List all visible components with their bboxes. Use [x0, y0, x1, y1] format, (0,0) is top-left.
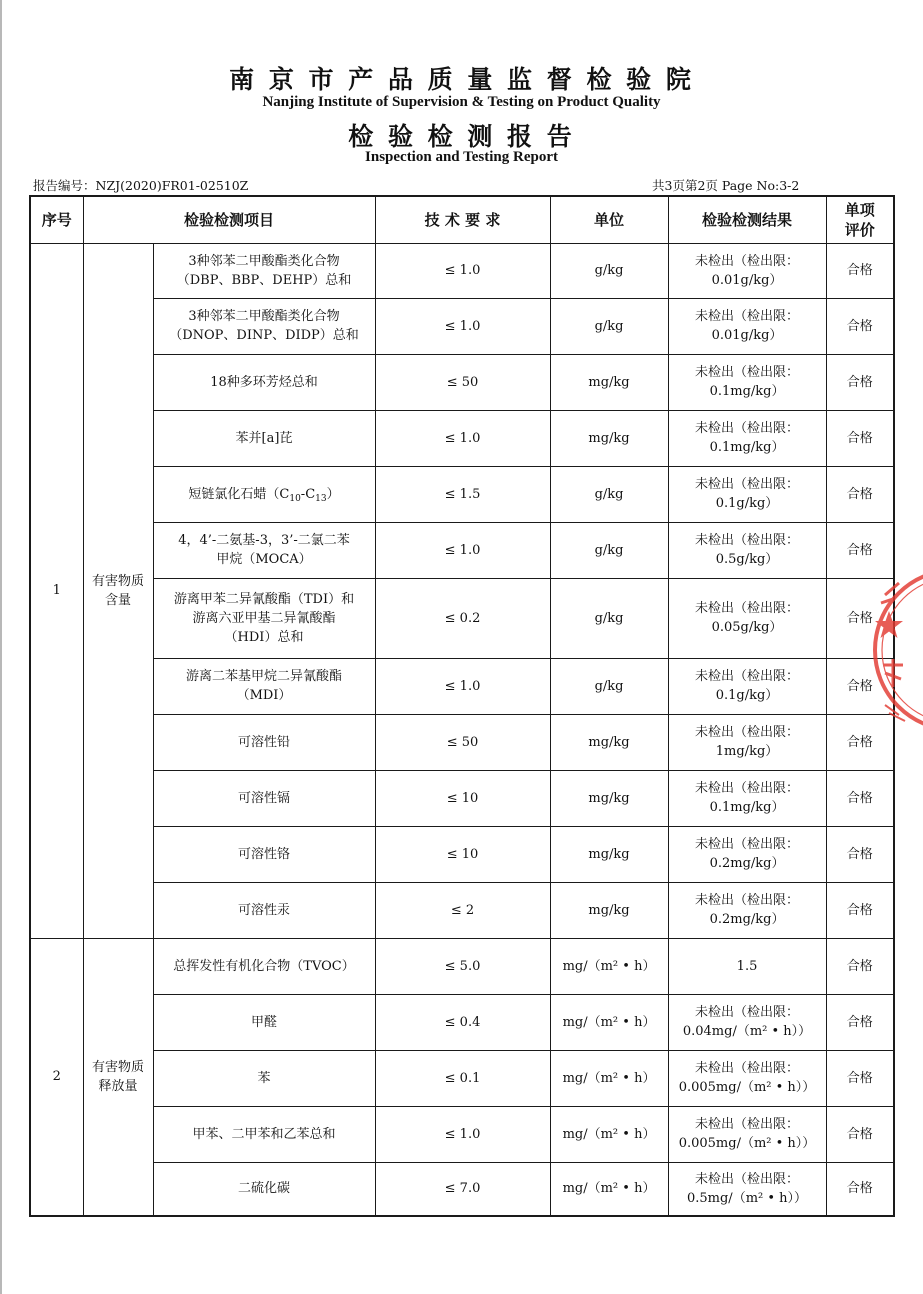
requirement-cell: ≤ 1.0 [375, 298, 550, 354]
unit-cell: mg/（m² • h） [550, 1050, 668, 1106]
result-cell: 1.5 [668, 938, 826, 994]
unit-cell: mg/（m² • h） [550, 994, 668, 1050]
requirement-cell: ≤ 1.0 [375, 1106, 550, 1162]
evaluation-cell: 合格 [826, 578, 894, 658]
item-cell: 甲苯、二甲苯和乙苯总和 [153, 1106, 375, 1162]
report-number: 报告编号：NZJ(2020)FR01-02510Z [33, 178, 249, 193]
header-item: 检验检测项目 [83, 196, 375, 243]
institute-name-en: Nanjing Institute of Supervision & Testing on Product Quality [262, 94, 661, 110]
results-table [29, 195, 895, 1217]
item-subscript: 13 [315, 493, 327, 504]
header-result: 检验检测结果 [668, 196, 826, 243]
evaluation-cell: 合格 [826, 1106, 894, 1162]
unit-cell: g/kg [550, 298, 668, 354]
item-cell: 可溶性铅 [153, 714, 375, 770]
table-row [30, 994, 894, 1050]
item-cell: 18种多环芳烃总和 [153, 354, 375, 410]
result-cell: 未检出（检出限： 0.01g/kg） [668, 243, 826, 298]
table-row [30, 882, 894, 938]
item-cell: 可溶性铬 [153, 826, 375, 882]
result-cell: 未检出（检出限： 0.005mg/（m² • h）） [668, 1050, 826, 1106]
unit-cell: mg/kg [550, 354, 668, 410]
evaluation-cell: 合格 [826, 354, 894, 410]
requirement-cell: ≤ 10 [375, 826, 550, 882]
header-evaluation: 单项 评价 [826, 196, 894, 243]
result-cell: 未检出（检出限： 0.1mg/kg） [668, 770, 826, 826]
header-unit: 单位 [550, 196, 668, 243]
report-title-cn: 检 验 检 测 报 告 [348, 122, 575, 151]
requirement-cell: ≤ 1.0 [375, 410, 550, 466]
evaluation-cell: 合格 [826, 298, 894, 354]
result-cell: 未检出（检出限： 1mg/kg） [668, 714, 826, 770]
page-info: 共3页第2页 Page No:3-2 [652, 178, 800, 193]
item-cell: 游离甲苯二异氰酸酯（TDI）和 游离六亚甲基二异氰酸酯 （HDI）总和 [153, 578, 375, 658]
item-cell: 苯并[a]芘 [153, 410, 375, 466]
report-title-en: Inspection and Testing Report [365, 149, 558, 165]
unit-cell: mg/kg [550, 882, 668, 938]
result-cell: 未检出（检出限： 0.5g/kg） [668, 522, 826, 578]
unit-cell: g/kg [550, 466, 668, 522]
requirement-cell: ≤ 2 [375, 882, 550, 938]
table-row [30, 298, 894, 354]
unit-cell: mg/kg [550, 714, 668, 770]
table-row [30, 714, 894, 770]
evaluation-cell: 合格 [826, 243, 894, 298]
table-row [30, 466, 894, 522]
item-text: 短链氯化石蜡（C [188, 486, 290, 502]
item-cell: 4，4’-二氨基-3，3’-二氯二苯 甲烷（MOCA） [153, 522, 375, 578]
unit-cell: mg/kg [550, 410, 668, 466]
unit-cell: mg/kg [550, 826, 668, 882]
result-cell: 未检出（检出限： 0.2mg/kg） [668, 882, 826, 938]
requirement-cell: ≤ 0.2 [375, 578, 550, 658]
requirement-cell: ≤ 50 [375, 714, 550, 770]
seq-cell: 2 [30, 938, 83, 1216]
evaluation-cell: 合格 [826, 1162, 894, 1216]
requirement-cell: ≤ 0.4 [375, 994, 550, 1050]
item-text: -C [300, 486, 316, 502]
seq-cell: 1 [30, 243, 83, 938]
evaluation-cell: 合格 [826, 410, 894, 466]
table-row [30, 1162, 894, 1216]
seal-inner-ring [882, 577, 923, 723]
unit-cell: g/kg [550, 243, 668, 298]
table-row [30, 770, 894, 826]
result-cell: 未检出（检出限： 0.05g/kg） [668, 578, 826, 658]
item-cell: 甲醛 [153, 994, 375, 1050]
evaluation-cell: 合格 [826, 714, 894, 770]
evaluation-cell: 合格 [826, 770, 894, 826]
table-row [30, 826, 894, 882]
result-cell: 未检出（检出限： 0.2mg/kg） [668, 826, 826, 882]
evaluation-cell: 合格 [826, 522, 894, 578]
requirement-cell: ≤ 0.1 [375, 1050, 550, 1106]
evaluation-cell: 合格 [826, 466, 894, 522]
table-row [30, 1050, 894, 1106]
seal-mark [883, 659, 903, 687]
result-cell: 未检出（检出限： 0.005mg/（m² • h）） [668, 1106, 826, 1162]
table-row [30, 1106, 894, 1162]
requirement-cell: ≤ 1.0 [375, 243, 550, 298]
page-edge [0, 0, 2, 1294]
requirement-cell: ≤ 50 [375, 354, 550, 410]
item-cell: 可溶性汞 [153, 882, 375, 938]
result-cell: 未检出（检出限： 0.5mg/（m² • h）） [668, 1162, 826, 1216]
result-cell: 未检出（检出限： 0.04mg/（m² • h）） [668, 994, 826, 1050]
item-cell: 二硫化碳 [153, 1162, 375, 1216]
evaluation-cell: 合格 [826, 938, 894, 994]
table-row [30, 410, 894, 466]
category-cell: 有害物质 释放量 [83, 938, 153, 1216]
result-cell: 未检出（检出限： 0.1mg/kg） [668, 410, 826, 466]
unit-cell: mg/（m² • h） [550, 938, 668, 994]
unit-cell: g/kg [550, 658, 668, 714]
table-row [30, 938, 894, 994]
official-seal [855, 555, 923, 745]
requirement-cell: ≤ 1.0 [375, 658, 550, 714]
unit-cell: g/kg [550, 578, 668, 658]
item-cell: 总挥发性有机化合物（TVOC） [153, 938, 375, 994]
item-text: ） [326, 486, 340, 502]
requirement-cell: ≤ 1.0 [375, 522, 550, 578]
item-cell: 游离二苯基甲烷二异氰酸酯 （MDI） [153, 658, 375, 714]
unit-cell: g/kg [550, 522, 668, 578]
requirement-cell: ≤ 10 [375, 770, 550, 826]
table-row [30, 578, 894, 658]
item-cell: 3种邻苯二甲酸酯类化合物 （DBP、BBP、DEHP）总和 [153, 243, 375, 298]
evaluation-cell: 合格 [826, 658, 894, 714]
item-cell: 3种邻苯二甲酸酯类化合物 （DNOP、DINP、DIDP）总和 [153, 298, 375, 354]
category-cell: 有害物质 含量 [83, 243, 153, 938]
item-subscript: 10 [289, 493, 301, 504]
result-cell: 未检出（检出限： 0.1g/kg） [668, 466, 826, 522]
result-cell: 未检出（检出限： 0.01g/kg） [668, 298, 826, 354]
evaluation-cell: 合格 [826, 994, 894, 1050]
evaluation-cell: 合格 [826, 1050, 894, 1106]
header-seq: 序号 [30, 196, 83, 243]
header-requirement: 技 术 要 求 [375, 196, 550, 243]
item-cell: 可溶性镉 [153, 770, 375, 826]
result-cell: 未检出（检出限： 0.1g/kg） [668, 658, 826, 714]
table-row [30, 658, 894, 714]
item-cell [153, 466, 375, 522]
institute-name-cn: 南 京 市 产 品 质 量 监 督 检 验 院 [229, 65, 694, 94]
unit-cell: mg/（m² • h） [550, 1106, 668, 1162]
table-row [30, 243, 894, 298]
result-cell: 未检出（检出限： 0.1mg/kg） [668, 354, 826, 410]
evaluation-cell: 合格 [826, 826, 894, 882]
requirement-cell: ≤ 1.5 [375, 466, 550, 522]
requirement-cell: ≤ 5.0 [375, 938, 550, 994]
table-row [30, 522, 894, 578]
item-cell: 苯 [153, 1050, 375, 1106]
evaluation-cell: 合格 [826, 882, 894, 938]
requirement-cell: ≤ 7.0 [375, 1162, 550, 1216]
table-row [30, 354, 894, 410]
table-header-row [30, 196, 894, 243]
unit-cell: mg/kg [550, 770, 668, 826]
unit-cell: mg/（m² • h） [550, 1162, 668, 1216]
